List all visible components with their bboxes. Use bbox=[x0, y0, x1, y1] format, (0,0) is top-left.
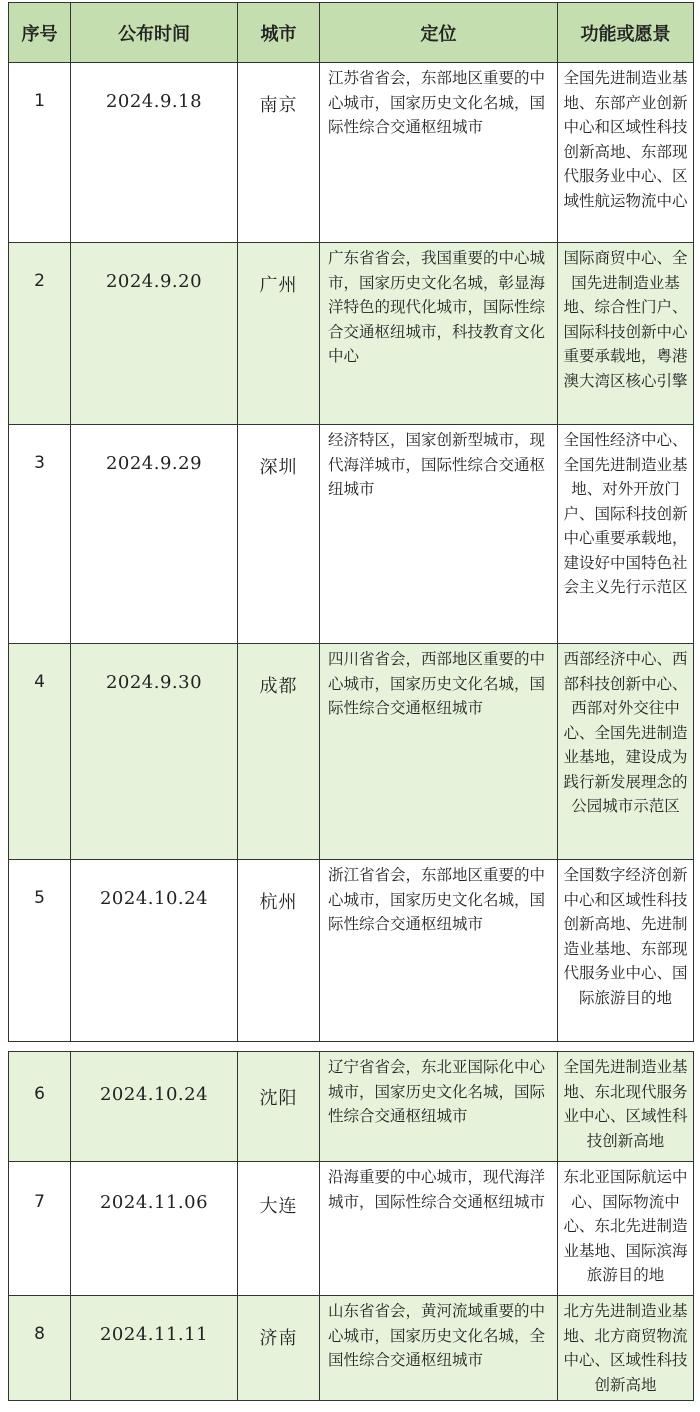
row-position: 广东省省会，我国重要的中心城市，国家历史文化名城，彰显海洋特色的现代化城市，国际性综合交通枢纽城市，科技教育文化中心 bbox=[320, 243, 558, 425]
row-position: 辽宁省省会，东北亚国际化中心城市，国家历史文化名城，国际性综合交通枢纽城市 bbox=[320, 1052, 558, 1162]
row-index: 4 bbox=[34, 672, 45, 692]
row-function: 西部经济中心、西部科技创新中心、西部对外交往中心、全国先进制造业基地，建设成为践行新发展理念的公园城市示范区 bbox=[558, 644, 694, 860]
table-row bbox=[9, 63, 694, 243]
row-index: 8 bbox=[34, 1324, 45, 1344]
row-position: 四川省省会，西部地区重要的中心城市，国家历史文化名城，国际性综合交通枢纽城市 bbox=[320, 644, 558, 860]
table-row bbox=[9, 425, 694, 644]
row-position: 山东省省会，黄河流域重要的中心城市，国家历史文化名城，全国性综合交通枢纽城市 bbox=[320, 1296, 558, 1401]
row-city: 广州 bbox=[259, 275, 298, 296]
header-index: 序号 bbox=[9, 3, 71, 63]
cities-table-part-1 bbox=[8, 2, 694, 1042]
row-city: 济南 bbox=[259, 1328, 298, 1349]
row-index: 2 bbox=[34, 271, 45, 291]
row-city: 沈阳 bbox=[259, 1088, 298, 1109]
row-date: 2024.9.18 bbox=[105, 91, 203, 112]
row-date: 2024.9.30 bbox=[105, 672, 203, 693]
row-function: 东北亚国际航运中心、国际物流中心、东北先进制造业基地、国际滨海旅游目的地 bbox=[558, 1162, 694, 1296]
header-function: 功能或愿景 bbox=[558, 3, 694, 63]
row-function: 全国数字经济创新中心和区域性科技创新高地、先进制造业基地、东部现代服务业中心、国际旅游目的地 bbox=[558, 860, 694, 1042]
row-position: 沿海重要的中心城市，现代海洋城市，国际性综合交通枢纽城市 bbox=[320, 1162, 558, 1296]
row-date: 2024.11.11 bbox=[99, 1324, 209, 1345]
row-function: 全国先进制造业基地、东部产业创新中心和区域性科技创新高地、东部现代服务业中心、区域性航运物流中心 bbox=[558, 63, 694, 243]
row-index: 5 bbox=[34, 888, 45, 908]
table-row bbox=[9, 644, 694, 860]
row-date: 2024.10.24 bbox=[99, 1084, 209, 1105]
row-index: 3 bbox=[34, 453, 45, 473]
row-date: 2024.10.24 bbox=[99, 888, 209, 909]
table-row bbox=[9, 243, 694, 425]
header-position: 定位 bbox=[320, 3, 558, 63]
row-function: 北方先进制造业基地、北方商贸物流中心、区域性科技创新高地 bbox=[558, 1296, 694, 1401]
row-date: 2024.11.06 bbox=[99, 1192, 209, 1213]
header-city: 城市 bbox=[238, 3, 320, 63]
cities-table-part-2 bbox=[8, 1051, 694, 1401]
row-index: 1 bbox=[34, 91, 45, 111]
row-index: 6 bbox=[34, 1084, 45, 1104]
row-date: 2024.9.20 bbox=[105, 271, 203, 292]
table-row bbox=[9, 1162, 694, 1296]
row-position: 经济特区，国家创新型城市，现代海洋城市，国际性综合交通枢纽城市 bbox=[320, 425, 558, 644]
row-position: 浙江省省会，东部地区重要的中心城市，国家历史文化名城，国际性综合交通枢纽城市 bbox=[320, 860, 558, 1042]
row-function: 全国性经济中心、全国先进制造业基地、对外开放门户、国际科技创新中心重要承载地，建设好中国特色社会主义先行示范区 bbox=[558, 425, 694, 644]
row-city: 大连 bbox=[259, 1196, 298, 1217]
row-city: 南京 bbox=[259, 95, 298, 116]
row-city: 深圳 bbox=[259, 457, 298, 478]
row-position: 江苏省省会，东部地区重要的中心城市，国家历史文化名城，国际性综合交通枢纽城市 bbox=[320, 63, 558, 243]
row-function: 国际商贸中心、全国先进制造业基地、综合性门户、国际科技创新中心重要承载地，粤港澳大湾区核心引擎 bbox=[558, 243, 694, 425]
row-index: 7 bbox=[34, 1192, 45, 1212]
row-city: 成都 bbox=[259, 676, 298, 697]
table-header-row bbox=[9, 3, 694, 63]
row-date: 2024.9.29 bbox=[105, 453, 203, 474]
table-row bbox=[9, 860, 694, 1042]
row-function: 全国先进制造业基地、东北现代服务业中心、区域性科技创新高地 bbox=[558, 1052, 694, 1162]
header-date: 公布时间 bbox=[71, 3, 238, 63]
table-row bbox=[9, 1052, 694, 1162]
table-row bbox=[9, 1296, 694, 1401]
row-city: 杭州 bbox=[259, 892, 298, 913]
